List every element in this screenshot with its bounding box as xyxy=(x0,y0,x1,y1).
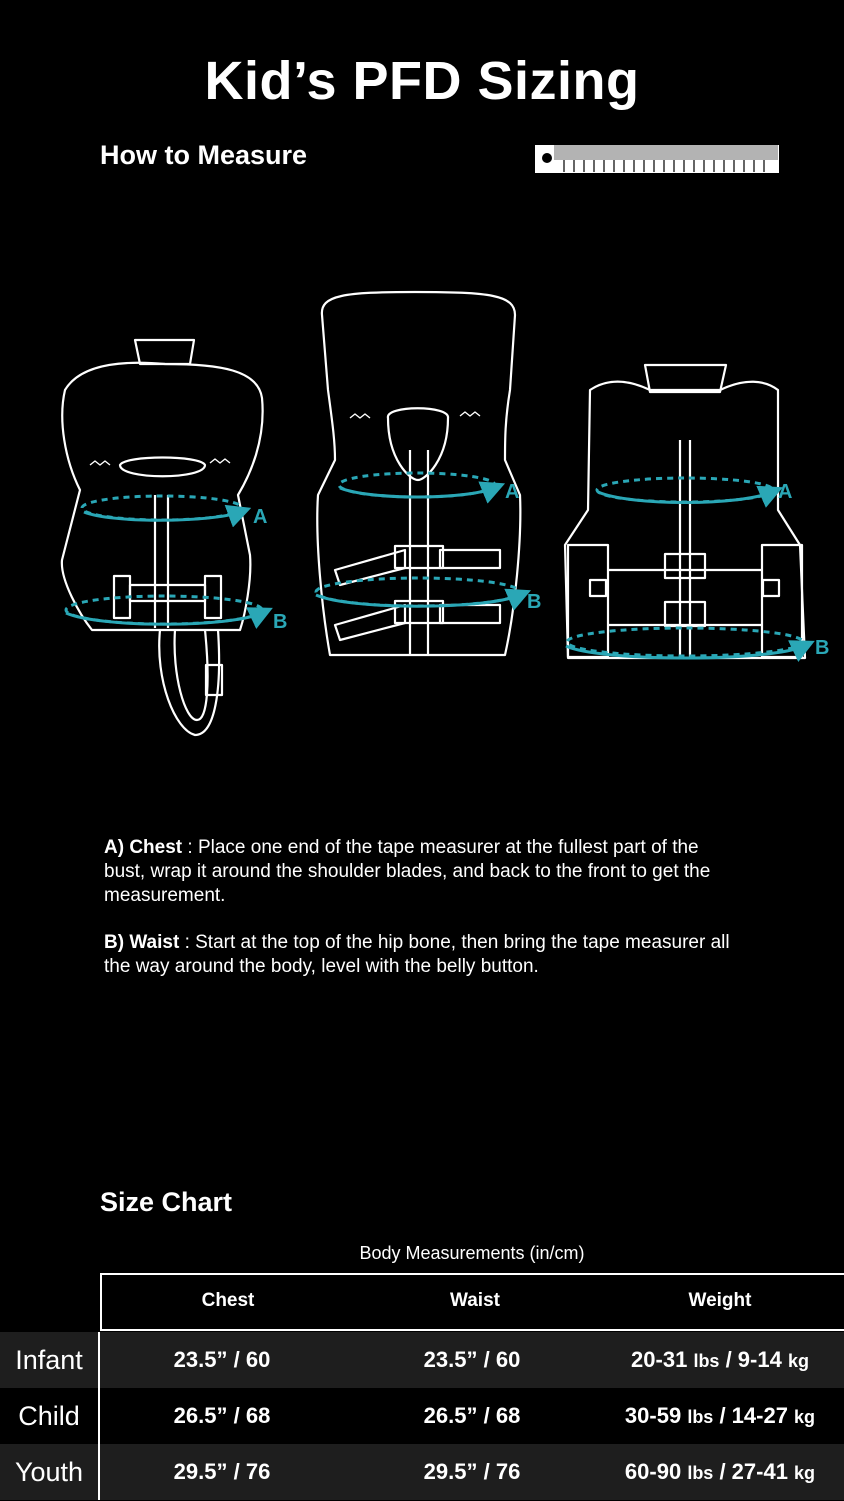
waist-marker: B xyxy=(815,637,830,659)
header-chest: Chest xyxy=(201,1290,255,1311)
header-waist: Waist xyxy=(450,1290,500,1311)
tape-measure-icon xyxy=(534,144,780,176)
table-row xyxy=(0,1332,844,1388)
weight-cell: 30-59 lbs / 14-27 kg xyxy=(624,1403,816,1428)
weight-cell: 60-90 lbs / 27-41 kg xyxy=(624,1459,816,1484)
row-label: Infant xyxy=(0,1332,100,1388)
chest-marker: A xyxy=(253,506,268,528)
row-label: Child xyxy=(0,1388,100,1444)
weight-cell: 20-31 lbs / 9-14 kg xyxy=(631,1347,809,1372)
waist-instruction: B) Waist : Start at the top of the hip bone, then bring the tape measurer all the way around the body, level with the belly button. xyxy=(104,932,730,977)
table-row xyxy=(0,1444,844,1500)
chest-instruction: A) Chest : Place one end of the tape measurer at the fullest part of the bust, wrap it around the shoulder blades, and back to the front to get the measurement. xyxy=(104,837,711,906)
waist-cell: 29.5” / 76 xyxy=(423,1459,521,1484)
chest-cell: 29.5” / 76 xyxy=(173,1459,271,1484)
waist-cell: 26.5” / 68 xyxy=(423,1403,521,1428)
chest-cell: 23.5” / 60 xyxy=(173,1347,271,1372)
waist-marker: B xyxy=(273,611,288,633)
waist-cell: 23.5” / 60 xyxy=(423,1347,521,1372)
measuring-instructions xyxy=(104,836,744,1002)
header-weight: Weight xyxy=(688,1290,752,1311)
waist-marker: B xyxy=(527,591,542,613)
table-row xyxy=(0,1388,844,1444)
chest-marker: A xyxy=(778,481,793,503)
vest-diagrams xyxy=(0,280,844,750)
chest-cell: 26.5” / 68 xyxy=(173,1403,271,1428)
youth-vest xyxy=(565,365,805,658)
infant-vest xyxy=(62,340,263,735)
page-title: Kid’s PFD Sizing xyxy=(204,51,640,111)
body-measurements-subtitle: Body Measurements (in/cm) xyxy=(359,1243,585,1263)
size-chart-heading: Size Chart xyxy=(100,1187,233,1217)
how-to-measure-heading: How to Measure xyxy=(100,140,308,170)
row-label: Youth xyxy=(0,1444,100,1500)
chest-marker: A xyxy=(505,481,520,503)
